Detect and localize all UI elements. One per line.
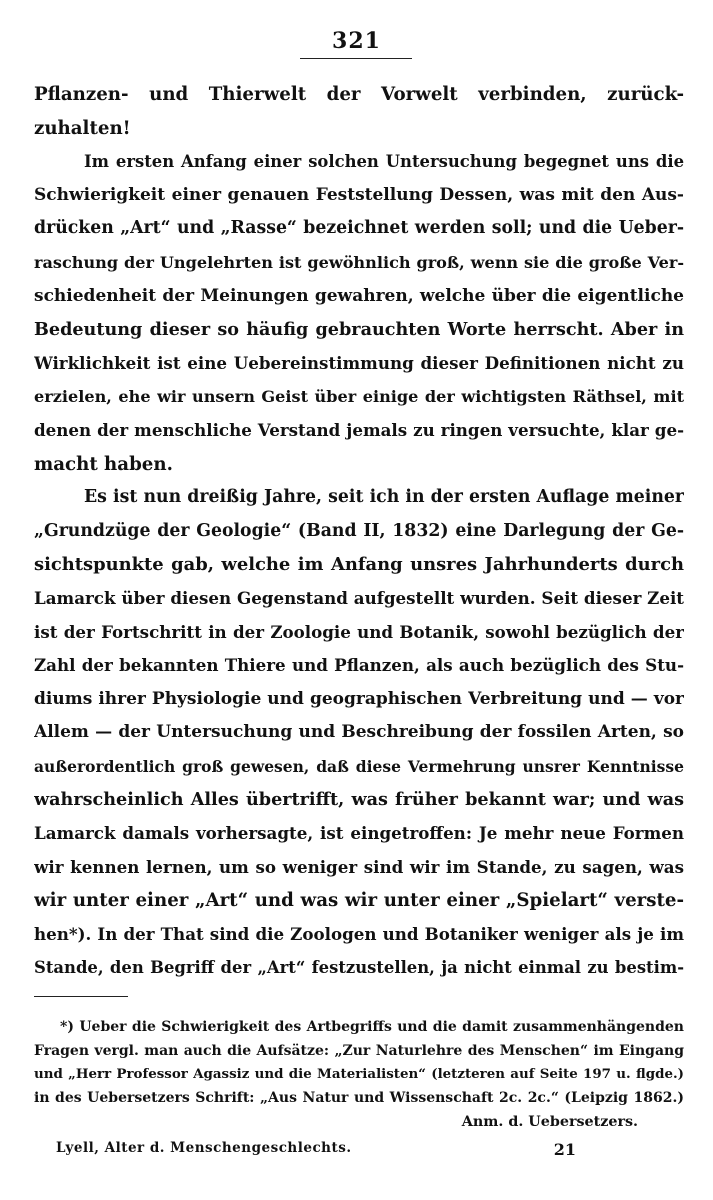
- text-line: Bedeutung dieser so häufig gebrauchten Worte herrscht. Aber in: [34, 319, 684, 341]
- text-line: hen*). In der That sind die Zoologen und Botaniker weniger als je im: [34, 923, 684, 944]
- text-line: wir unter einer „Art“ und was wir unter einer „Spielart“ verste-: [34, 890, 684, 912]
- text-line: drücken „Art“ und „Rasse“ bezeichnet werden soll; und die Ueber-: [34, 218, 684, 239]
- text-line: wir kennen lernen, um so weniger sind wir im Stande, zu sagen, was: [34, 856, 684, 877]
- footnote-line: *) Ueber die Schwierigkeit des Artbegriffs und die damit zusammenhängenden: [60, 1019, 684, 1035]
- text-line: Allem — der Untersuchung und Beschreibung der fossilen Arten, so: [34, 722, 684, 743]
- text-line: Stande, den Begriff der „Art“ festzustellen, ja nicht einmal zu bestim-: [34, 958, 684, 978]
- body-text: [34, 78, 684, 985]
- footnote-line: Fragen vergl. man auch die Aufsätze: „Zur Naturlehre des Menschen“ im Eingang: [34, 1042, 684, 1059]
- text-line: ist der Fortschritt in der Zoologie und Botanik, sowohl bezüglich der: [34, 621, 684, 642]
- footnote-line: in des Uebersetzers Schrift: „Aus Natur und Wissenschaft 2c. 2c.“ (Leipzig 1862.): [34, 1090, 684, 1107]
- text-line: macht haben.: [34, 453, 173, 475]
- text-line: erzielen, ehe wir unsern Geist über einige der wichtigsten Räthsel, mit: [34, 387, 684, 407]
- text-line: zuhalten!: [34, 117, 131, 139]
- text-line: Zahl der bekannten Thiere und Pflanzen, als auch bezüglich des Stu-: [34, 655, 684, 676]
- text-line: Es ist nun dreißig Jahre, seit ich in der ersten Auflage meiner: [84, 487, 684, 508]
- text-line: Wirklichkeit ist eine Uebereinstimmung dieser Definitionen nicht zu: [34, 352, 684, 373]
- page-footer: [56, 1140, 576, 1164]
- text-line: Lamarck damals vorhersagte, ist eingetroffen: Je mehr neue Formen: [34, 823, 684, 844]
- text-line: Im ersten Anfang einer solchen Untersuchung begegnet uns die: [84, 152, 684, 172]
- header-rule: [300, 58, 412, 59]
- text-line: Schwierigkeit einer genauen Feststellung Dessen, was mit den Aus-: [34, 184, 684, 205]
- footer-signature-line: Lyell, Alter d. Menschengeschlechts.: [56, 1140, 352, 1156]
- text-line: „Grundzüge der Geologie“ (Band II, 1832) eine Darlegung der Ge-: [34, 520, 684, 541]
- text-line: Lamarck über diesen Gegenstand aufgestellt wurden. Seit dieser Zeit: [34, 587, 684, 608]
- page-number: 321: [332, 28, 381, 54]
- footnote-rule: [34, 996, 128, 997]
- text-line: Pflanzen- und Thierwelt der Vorwelt verbinden, zurück-: [34, 84, 684, 105]
- text-line: raschung der Ungelehrten ist gewöhnlich groß, wenn sie die große Ver-: [34, 252, 684, 272]
- footnote: [34, 1016, 684, 1134]
- text-line: sichtspunkte gab, welche im Anfang unsres Jahrhunderts durch: [34, 554, 684, 576]
- text-line: schiedenheit der Meinungen gewahren, welche über die eigentliche: [34, 285, 684, 306]
- text-line: denen der menschliche Verstand jemals zu ringen versuchte, klar ge-: [34, 419, 684, 440]
- text-line: wahrscheinlich Alles übertrifft, was früher bekannt war; und was: [34, 789, 684, 811]
- text-line: diums ihrer Physiologie und geographischen Verbreitung und — vor: [34, 688, 684, 709]
- footnote-line: und „Herr Professor Agassiz und die Materialisten“ (letzteren auf Seite 197 u. flgde.): [34, 1066, 684, 1083]
- text-line: außerordentlich groß gewesen, daß diese Vermehrung unsrer Kenntnisse: [34, 756, 684, 776]
- footnote-signature: Anm. d. Uebersetzers.: [461, 1113, 638, 1130]
- footer-sheet-number: 21: [553, 1140, 576, 1159]
